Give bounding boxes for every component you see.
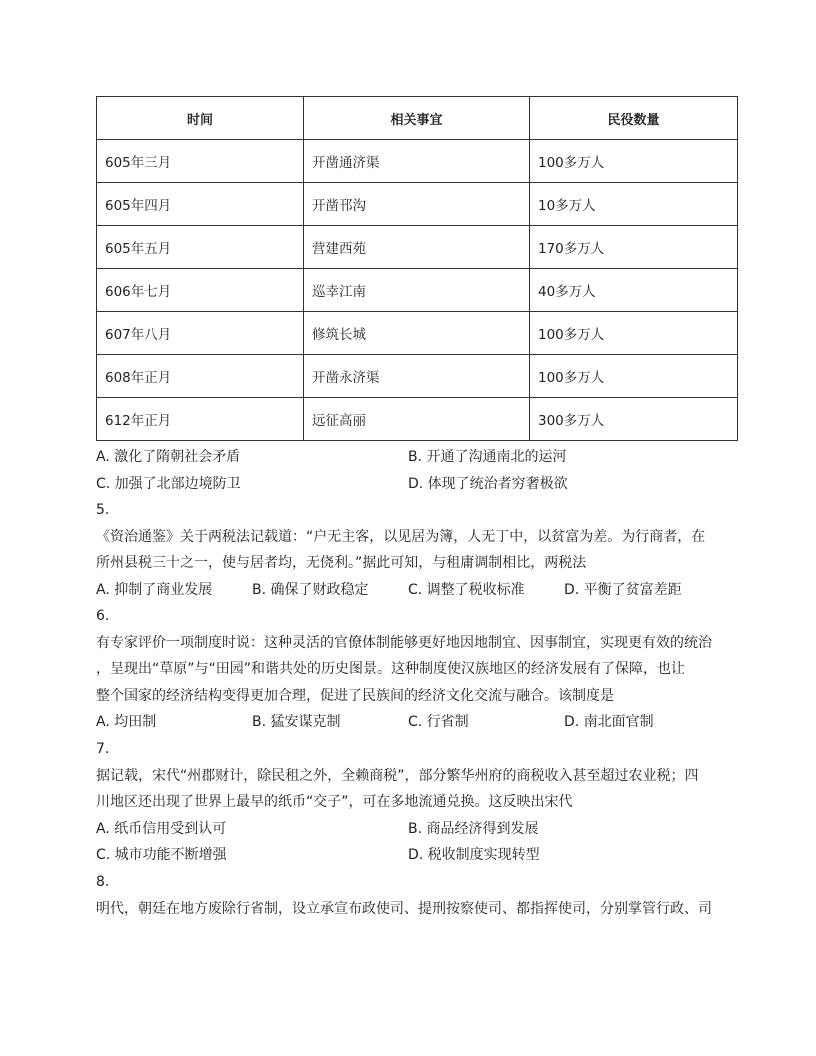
option-d[interactable]: D. 平衡了贫富差距 (564, 581, 682, 598)
question-number: 7. (96, 741, 110, 757)
option-c[interactable]: C. 调整了税收标准 (408, 581, 525, 598)
option-b[interactable]: B. 确保了财政稳定 (252, 581, 369, 598)
cell-event: 远征高丽 (304, 398, 530, 441)
labor-table (96, 96, 738, 441)
header-time: 时间 (97, 97, 304, 140)
options-row (96, 577, 736, 604)
cell-event: 营建西苑 (304, 226, 530, 269)
cell-count: 100多万人 (530, 312, 738, 355)
question-text-line: 整个国家的经济结构变得更加合理，促进了民族间的经济文化交流与融合。该制度是 (96, 687, 614, 704)
question-text-line: 《资治通鉴》关于两税法记载道：“户无主客，以见居为簿，人无丁中，以贫富为差。为行商者，在 (96, 528, 706, 545)
cell-time: 605年三月 (97, 140, 304, 183)
cell-time: 608年正月 (97, 355, 304, 398)
option-d[interactable]: D. 税收制度实现转型 (408, 847, 540, 863)
question-number: 5. (96, 502, 110, 518)
cell-time: 612年正月 (97, 398, 304, 441)
question-text-line: 川地区还出现了世界上最早的纸币“交子”，可在多地流通兑换。这反映出宋代 (96, 794, 573, 810)
header-event: 相关事宜 (304, 97, 530, 140)
option-c[interactable]: C. 城市功能不断增强 (96, 847, 227, 863)
option-b[interactable]: B. 商品经济得到发展 (408, 820, 539, 837)
question-4-options (96, 444, 736, 497)
question-7 (96, 736, 736, 869)
cell-event: 修筑长城 (304, 312, 530, 355)
question-6 (96, 603, 736, 736)
cell-event: 巡幸江南 (304, 269, 530, 312)
question-text-line: 有专家评价一项制度时说：这种灵活的官僚体制能够更好地因地制宜、因事制宜，实现更有效的统治 (96, 634, 712, 651)
cell-time: 605年五月 (97, 226, 304, 269)
options-row (96, 816, 736, 843)
table-row (97, 183, 738, 226)
option-b[interactable]: B. 开通了沟通南北的运河 (408, 449, 567, 465)
option-a[interactable]: A. 纸币信用受到认可 (96, 820, 227, 837)
table-row (97, 226, 738, 269)
question-text-line: 明代，朝廷在地方废除行省制，设立承宣布政使司、提刑按察使司、都指挥使司，分别掌管行政、司 (96, 900, 712, 917)
cell-event: 开凿邗沟 (304, 183, 530, 226)
option-c[interactable]: C. 加强了北部边境防卫 (96, 475, 241, 492)
question-text-line: 所州县税三十之一，使与居者均，无侥利。”据此可知，与租庸调制相比，两税法 (96, 555, 587, 571)
option-b[interactable]: B. 猛安谋克制 (252, 714, 341, 730)
table-row (97, 312, 738, 355)
table-row (97, 269, 738, 312)
cell-event: 开凿通济渠 (304, 140, 530, 183)
option-a[interactable]: A. 均田制 (96, 714, 157, 730)
table-row (97, 398, 738, 441)
cell-count: 170多万人 (530, 226, 738, 269)
options-row (96, 444, 736, 471)
options-row (96, 471, 736, 498)
option-a[interactable]: A. 激化了隋朝社会矛盾 (96, 449, 241, 465)
table-row (97, 355, 738, 398)
question-number: 6. (96, 608, 110, 624)
cell-count: 40多万人 (530, 269, 738, 312)
option-a[interactable]: A. 抑制了商业发展 (96, 581, 213, 598)
cell-time: 605年四月 (97, 183, 304, 226)
cell-event: 开凿永济渠 (304, 355, 530, 398)
table-row (97, 140, 738, 183)
question-text-line: ，呈现出“草原”与“田园”和谐共处的历史图景。这种制度使汉族地区的经济发展有了保障，也让 (96, 661, 686, 677)
cell-count: 10多万人 (530, 183, 738, 226)
option-d[interactable]: D. 南北面官制 (564, 714, 654, 730)
cell-count: 100多万人 (530, 355, 738, 398)
cell-count: 300多万人 (530, 398, 738, 441)
option-c[interactable]: C. 行省制 (408, 714, 469, 730)
options-row (96, 842, 736, 869)
cell-time: 606年七月 (97, 269, 304, 312)
question-5 (96, 497, 736, 603)
question-text-line: 据记载，宋代“州郡财计，除民租之外，全赖商税”，部分繁华州府的商税收入甚至超过农业税；四 (96, 767, 699, 784)
cell-count: 100多万人 (530, 140, 738, 183)
header-labor-count: 民役数量 (530, 97, 738, 140)
question-number: 8. (96, 874, 110, 890)
table-header-row (97, 97, 738, 140)
question-8 (96, 869, 736, 922)
options-row (96, 709, 736, 736)
option-d[interactable]: D. 体现了统治者穷奢极欲 (408, 475, 568, 492)
cell-time: 607年八月 (97, 312, 304, 355)
